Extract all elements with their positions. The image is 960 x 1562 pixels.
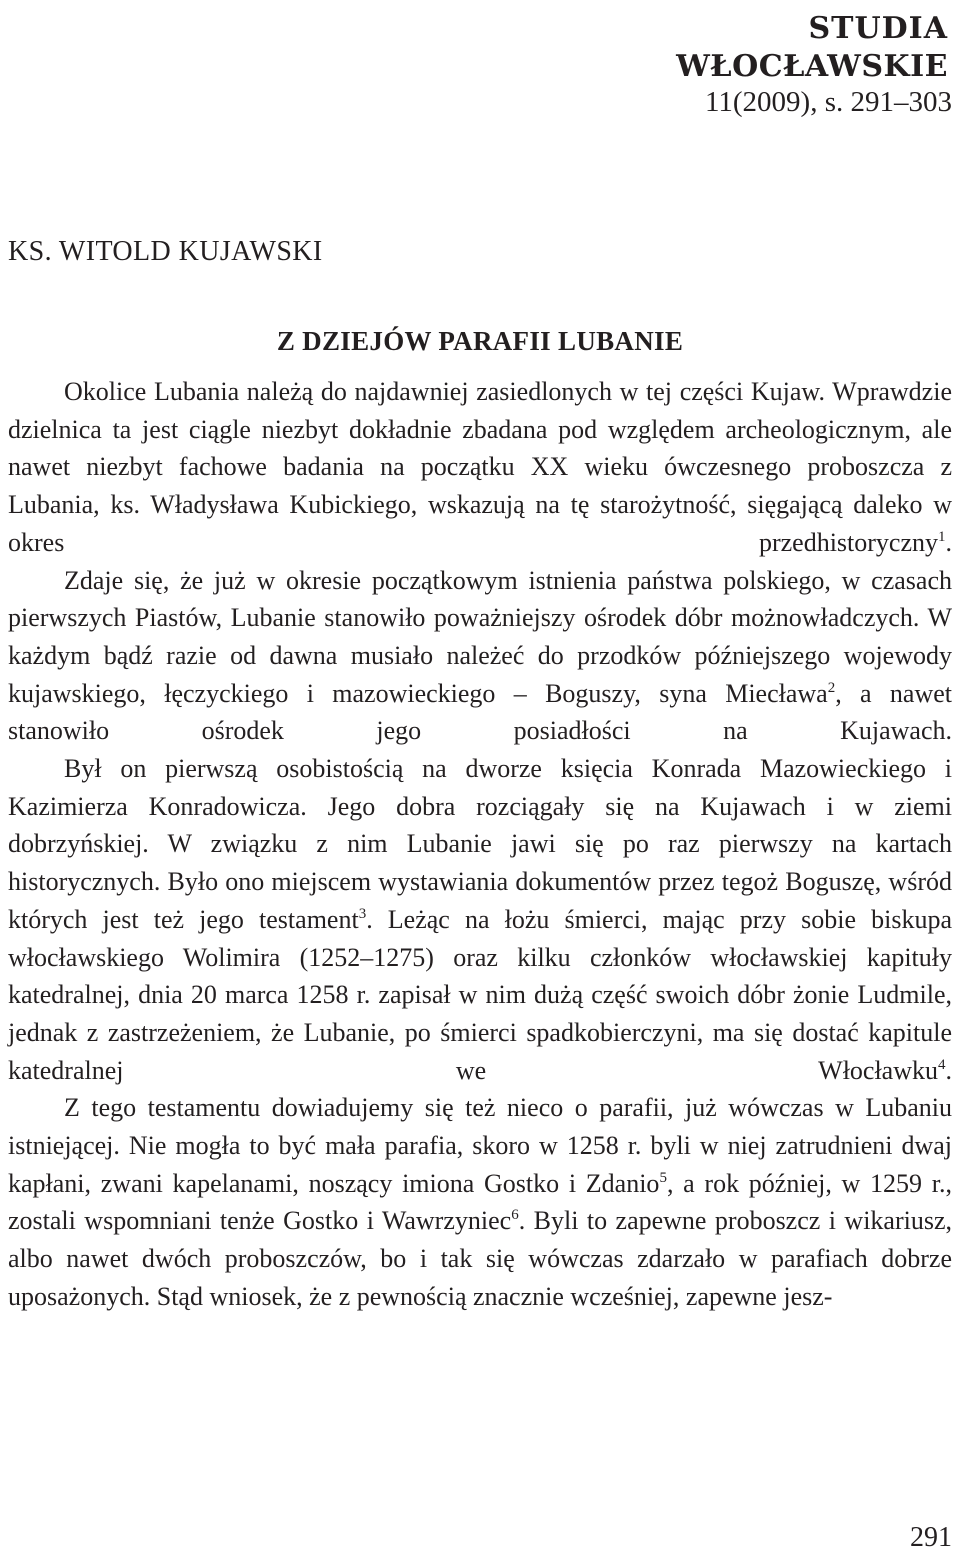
paragraph-1: Okolice Lubania należą do najdawniej zasiedlonych w tej części Kujaw. Wprawdzie dzielnica ta jest ciągle niezbyt dokładnie zbadana pod względem archeologicznym, ale nawet niezbyt fachowe badania na początku XX wieku ówczesnego proboszcza z Lubania, ks. Władysława Kubickiego, wskazują na tę starożytność, sięgającą daleko w okres przedhistoryczny$^1$. xyxy=(8,377,952,557)
footnote-ref: 3 xyxy=(358,905,367,922)
footnote-ref: 2 xyxy=(827,679,836,696)
paragraph-4: Z tego testamentu dowiadujemy się też nieco o parafii, już wówczas w Lubaniu istniejącej. Nie mogła to być mała parafia, skoro w 1258 r. byli w niej zatrudnieni dwaj kapłani, zwani kapelanami, noszący imiona Gostko i Zdanio$^5$, a rok później, w 1259 r., zostali wspomniani tenże Gostko i Wawrzyniec$^6$. Byli to zapewne proboszcz i wikariusz, albo nawet dwóch proboszczów, bo i tak się wówczas zdarzało w parafiach dobrze uposażonych. Stąd wniosek, że z pewnością znacznie wcześniej, zapewne jesz- xyxy=(8,1093,952,1311)
paragraph-3: Był on pierwszą osobistością na dworze księcia Konrada Mazowieckiego i Kazimierza Konradowicza. Jego dobra rozciągały się na Kujawach i w ziemi dobrzyńskiej. W związku z nim Lubanie jawi się po raz pierwszy na kartach historycznych. Było ono miejscem wystawiania dokumentów przez tegoż Boguszę, wśród których jest też jego testament$^3$. Leżąc na łożu śmierci, mając przy sobie biskupa włocławskiego Wolimira (1252–1275) oraz kilku członków włocławskiej kapituły katedralnej, dnia 20 marca 1258 r. zapisał w nim dużą część swoich dóbr żonie Ludmile, jednak z zastrzeżeniem, że Lubanie, po śmierci spadkobierczyni, ma się dostać kapitule katedralnej we Włocławku$^4$. xyxy=(8,754,952,1085)
journal-logo xyxy=(676,6,952,88)
svg-text:STUDIA: STUDIA xyxy=(808,11,948,46)
author-name: KS. WITOLD KUJAWSKI xyxy=(8,236,323,267)
svg-text:WŁOCŁAWSKIE: WŁOCŁAWSKIE xyxy=(676,49,948,84)
footnote-ref: 5 xyxy=(659,1169,667,1186)
footnote-ref: 1 xyxy=(938,528,946,545)
journal-reference: 11(2009), s. 291–303 xyxy=(704,86,952,118)
article-title: Z DZIEJÓW PARAFII LUBANIE xyxy=(276,326,684,356)
article-body xyxy=(8,373,952,1316)
page-number: 291 xyxy=(910,1522,952,1553)
footnote-ref: 4 xyxy=(938,1056,946,1073)
paragraph-2: Zdaje się, że już w okresie początkowym istnienia państwa polskiego, w czasach pierwszych Piastów, Lubanie stanowiło poważniejszy ośrodek dóbr możnowładczych. W każdym bądź razie od dawna musiało należeć do przodków późniejszego wojewody kujawskiego, łęczyckiego i mazowieckiego – Boguszy, syna Miecława$^2$, a nawet stanowiło ośrodek jego posiadłości na Kujawach. xyxy=(8,565,952,746)
footnote-ref: 6 xyxy=(511,1207,519,1224)
